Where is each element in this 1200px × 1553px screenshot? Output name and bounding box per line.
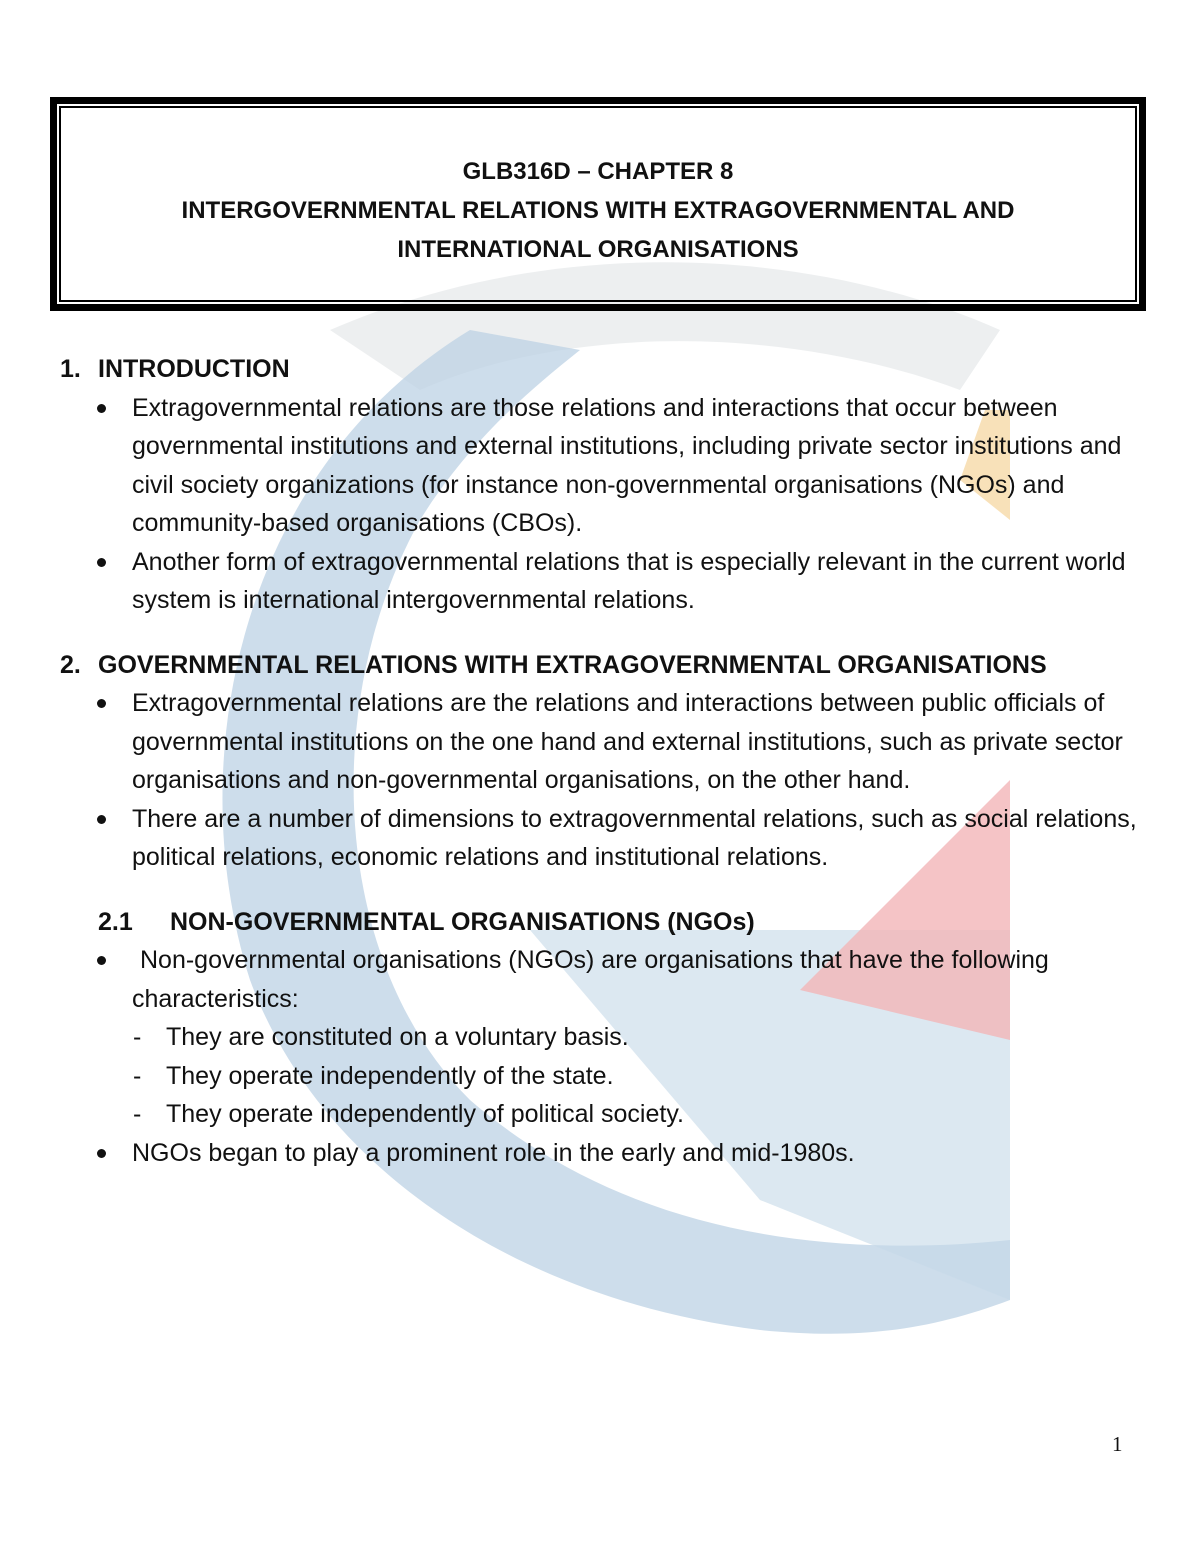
section-number: 1. [60, 355, 81, 383]
bullet-list [60, 389, 1140, 620]
document-title [57, 152, 1139, 269]
page-number: 1 [1112, 1432, 1123, 1456]
list-item [132, 941, 1140, 1134]
list-item: Another form of extragovernmental relations that is especially relevant in the current world system is international intergovernmental relations. [132, 543, 1140, 620]
section-title: INTRODUCTION [98, 355, 290, 383]
dash-item: - They are constituted on a voluntary basis. [166, 1018, 1140, 1057]
title-line-main: INTERGOVERNMENTAL RELATIONS WITH EXTRAGOVERNMENTAL AND [181, 197, 1015, 224]
list-item: Extragovernmental relations are those relations and interactions that occur between governmental institutions and external institutions, including private sector institutions and civil society organizations (for instance non-governmental organisations (NGOs) and community-based organisations (CBOs). [132, 389, 1140, 543]
section-number: 2.1 [98, 907, 133, 936]
list-item-text: Non-governmental organisations (NGOs) are organisations that have the following characteristics: [132, 946, 1049, 1013]
title-line-sub: INTERNATIONAL ORGANISATIONS [397, 236, 799, 263]
document-body [60, 350, 1140, 1172]
title-line-course: GLB316D – CHAPTER 8 [462, 158, 734, 185]
dash-item: - They operate independently of political society. [166, 1095, 1140, 1134]
section-heading-extragovernmental [60, 646, 1140, 685]
section-title: GOVERNMENTAL RELATIONS WITH EXTRAGOVERNMENTAL ORGANISATIONS [98, 650, 1047, 679]
dash-list [132, 1018, 1140, 1134]
list-item: There are a number of dimensions to extragovernmental relations, such as social relations, political relations, economic relations and institutional relations. [132, 800, 1140, 877]
title-box [50, 97, 1146, 311]
bullet-list [60, 684, 1140, 877]
section-heading-introduction [60, 350, 1140, 389]
bullet-list [60, 941, 1140, 1172]
subsection-heading-ngos [98, 903, 1140, 942]
list-item: Extragovernmental relations are the relations and interactions between public officials of governmental institutions on the one hand and external institutions, such as private sector organisations and non-governmental organisations, on the other hand. [132, 684, 1140, 800]
dash-item: - They operate independently of the state. [166, 1057, 1140, 1096]
section-title: NON-GOVERNMENTAL ORGANISATIONS (NGOs) [170, 907, 755, 936]
section-number: 2. [60, 650, 81, 679]
list-item: NGOs began to play a prominent role in the early and mid-1980s. [132, 1134, 1140, 1173]
